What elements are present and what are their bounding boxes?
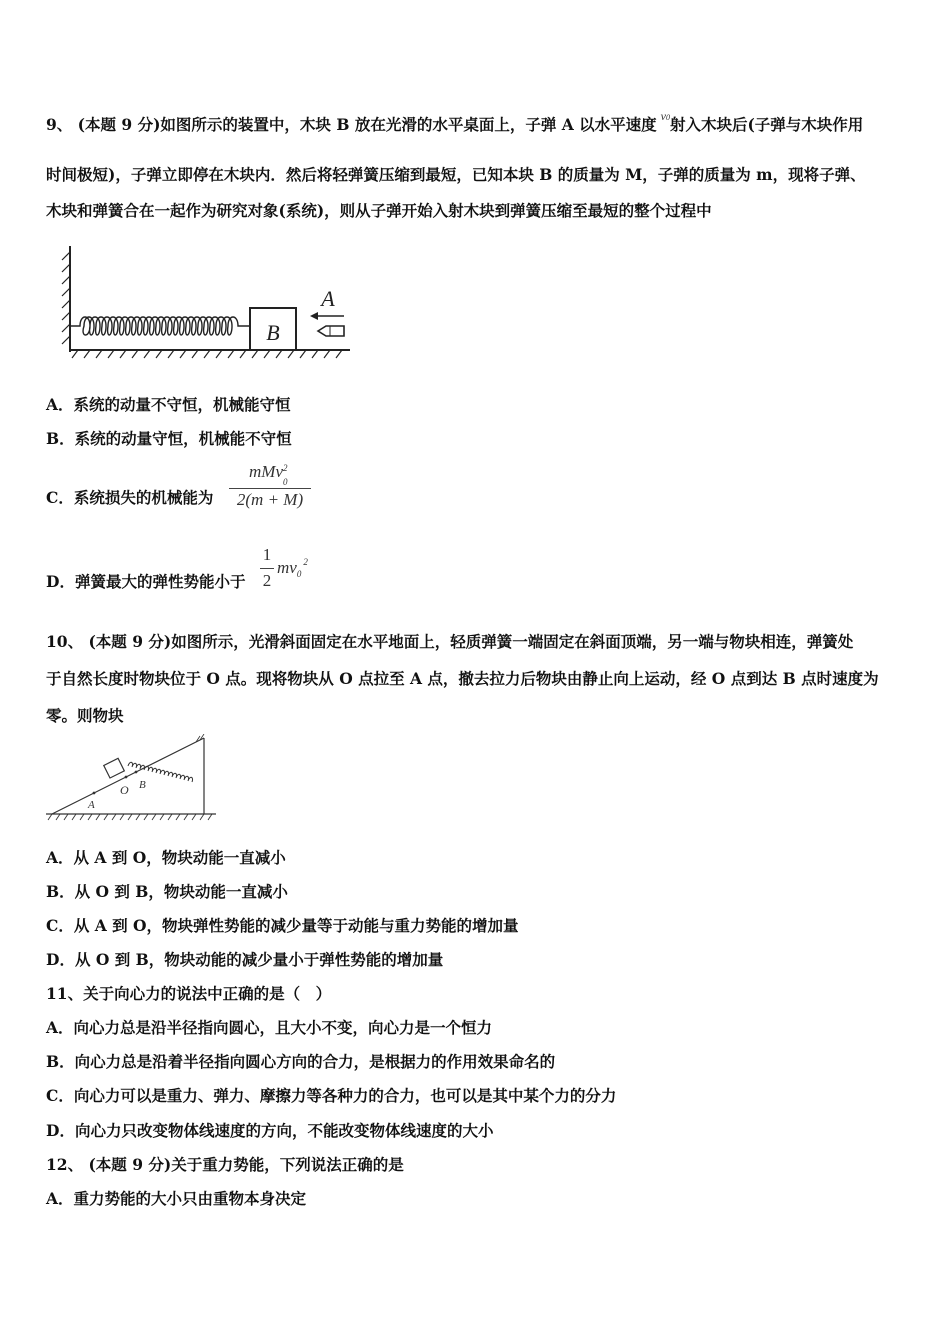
q9-wall-hatch [62, 252, 70, 344]
q11-option-a[interactable]: A．向心力总是沿半径指向圆心，且大小不变，向心力是一个恒力 [46, 1018, 493, 1037]
q9-stem-line2: 时间极短)，子弹立即停在木块内．然后将轻弹簧压缩到最短，已知本块 B 的质量为 M，子弹的质量为 m，现将子弹、 [46, 165, 866, 184]
q9-option-d-expression [277, 558, 308, 578]
q9-option-b[interactable]: B．系统的动量守恒，机械能不守恒 [46, 429, 292, 448]
q9-stem-line1-end: 射入木块后(子弹与木块作用 [669, 115, 864, 134]
q9-bullet [318, 326, 344, 336]
q9-stem-line3: 木块和弹簧合在一起作为研究对象(系统)，则从子弹开始入射木块到弹簧压缩至最短的整个过程中 [46, 201, 712, 220]
q9-option-d-denominator: 2 [262, 571, 272, 590]
q10-option-c[interactable]: C．从 A 到 O，物块弹性势能的减少量等于动能与重力势能的增加量 [46, 916, 519, 935]
q11-option-d[interactable]: D．向心力只改变物体线速度的方向，不能改变物体线速度的大小 [46, 1121, 494, 1140]
q9-option-c-num-sup: 2 [282, 463, 288, 473]
q10-spring [128, 762, 193, 782]
q9-option-c-denominator: 2(m + M) [236, 490, 304, 509]
q10-option-d[interactable]: D．从 O 到 B，物块动能的减少量小于弹性势能的增加量 [46, 950, 444, 969]
q10-point-a [93, 792, 96, 795]
q9-option-c-fraction-bar [229, 488, 311, 489]
q9-v0-letter: v [660, 109, 666, 123]
q9-option-d-fraction-bar [260, 568, 274, 569]
q10-point-b [135, 771, 138, 774]
q9-spring-block-figure [60, 244, 360, 362]
q12-option-a[interactable]: A．重力势能的大小只由重物本身决定 [46, 1189, 307, 1208]
q10-stem-line1: 10、 (本题 9 分)如图所示，光滑斜面固定在水平地面上，轻质弹簧一端固定在斜面顶端，另一端与物块相连，弹簧处 [46, 632, 854, 651]
q9-option-c-num-sub: 0 [282, 477, 288, 487]
q11-stem: 11、关于向心力的说法中正确的是（ ） [46, 984, 332, 1003]
q10-stem-line3: 零。则物块 [46, 706, 124, 725]
q10-block [104, 758, 125, 778]
q9-option-d-sub: 0 [296, 569, 302, 579]
q9-option-d-numerator: 1 [262, 545, 272, 564]
q11-option-b[interactable]: B．向心力总是沿着半径指向圆心方向的合力，是根据力的作用效果命名的 [46, 1052, 556, 1071]
q9-bullet-label: A [321, 286, 335, 311]
q10-label-b: B [139, 779, 146, 791]
q10-option-a[interactable]: A．从 A 到 O，物块动能一直减小 [46, 848, 286, 867]
q10-ground-hatch [48, 814, 212, 820]
q9-velocity-arrowhead [310, 312, 318, 320]
q9-block-label: B [266, 320, 280, 345]
q10-incline-figure [44, 734, 224, 824]
q9-option-d-expr-text: mv [277, 558, 297, 577]
q9-spring [70, 317, 250, 335]
q10-label-a: A [88, 799, 95, 811]
q12-stem: 12、 (本题 9 分)关于重力势能，下列说法正确的是 [46, 1155, 404, 1174]
q9-v0-symbol [661, 109, 670, 123]
q9-stem-line1-text: 9、 (本题 9 分)如图所示的装置中，木块 B 放在光滑的水平桌面上，子弹 A 以水平速度 [46, 115, 657, 134]
q9-option-c-numerator [229, 462, 311, 487]
q9-stem-line1 [46, 109, 864, 138]
q10-stem-line2: 于自然长度时物块位于 O 点。现将物块从 O 点拉至 A 点，撤去拉力后物块由静止向上运动，经 O 点到达 B 点时速度为 [46, 669, 879, 688]
q11-option-c[interactable]: C．向心力可以是重力、弹力、摩擦力等各种力的合力，也可以是其中某个力的分力 [46, 1086, 617, 1105]
q9-option-d[interactable]: D．弹簧最大的弹性势能小于 [46, 572, 246, 591]
q9-v0-sub: 0 [665, 113, 670, 122]
q10-label-o: O [120, 783, 129, 797]
q9-option-a[interactable]: A．系统的动量不守恒，机械能守恒 [46, 395, 291, 414]
q9-option-d-sup: 2 [303, 557, 308, 567]
q9-option-c[interactable]: C．系统损失的机械能为 [46, 488, 214, 507]
q10-option-b[interactable]: B．从 O 到 B，物块动能一直减小 [46, 882, 288, 901]
q9-option-c-num-text: mMv [249, 462, 283, 481]
q9-floor-hatch [72, 350, 342, 358]
q10-point-o [125, 776, 128, 779]
